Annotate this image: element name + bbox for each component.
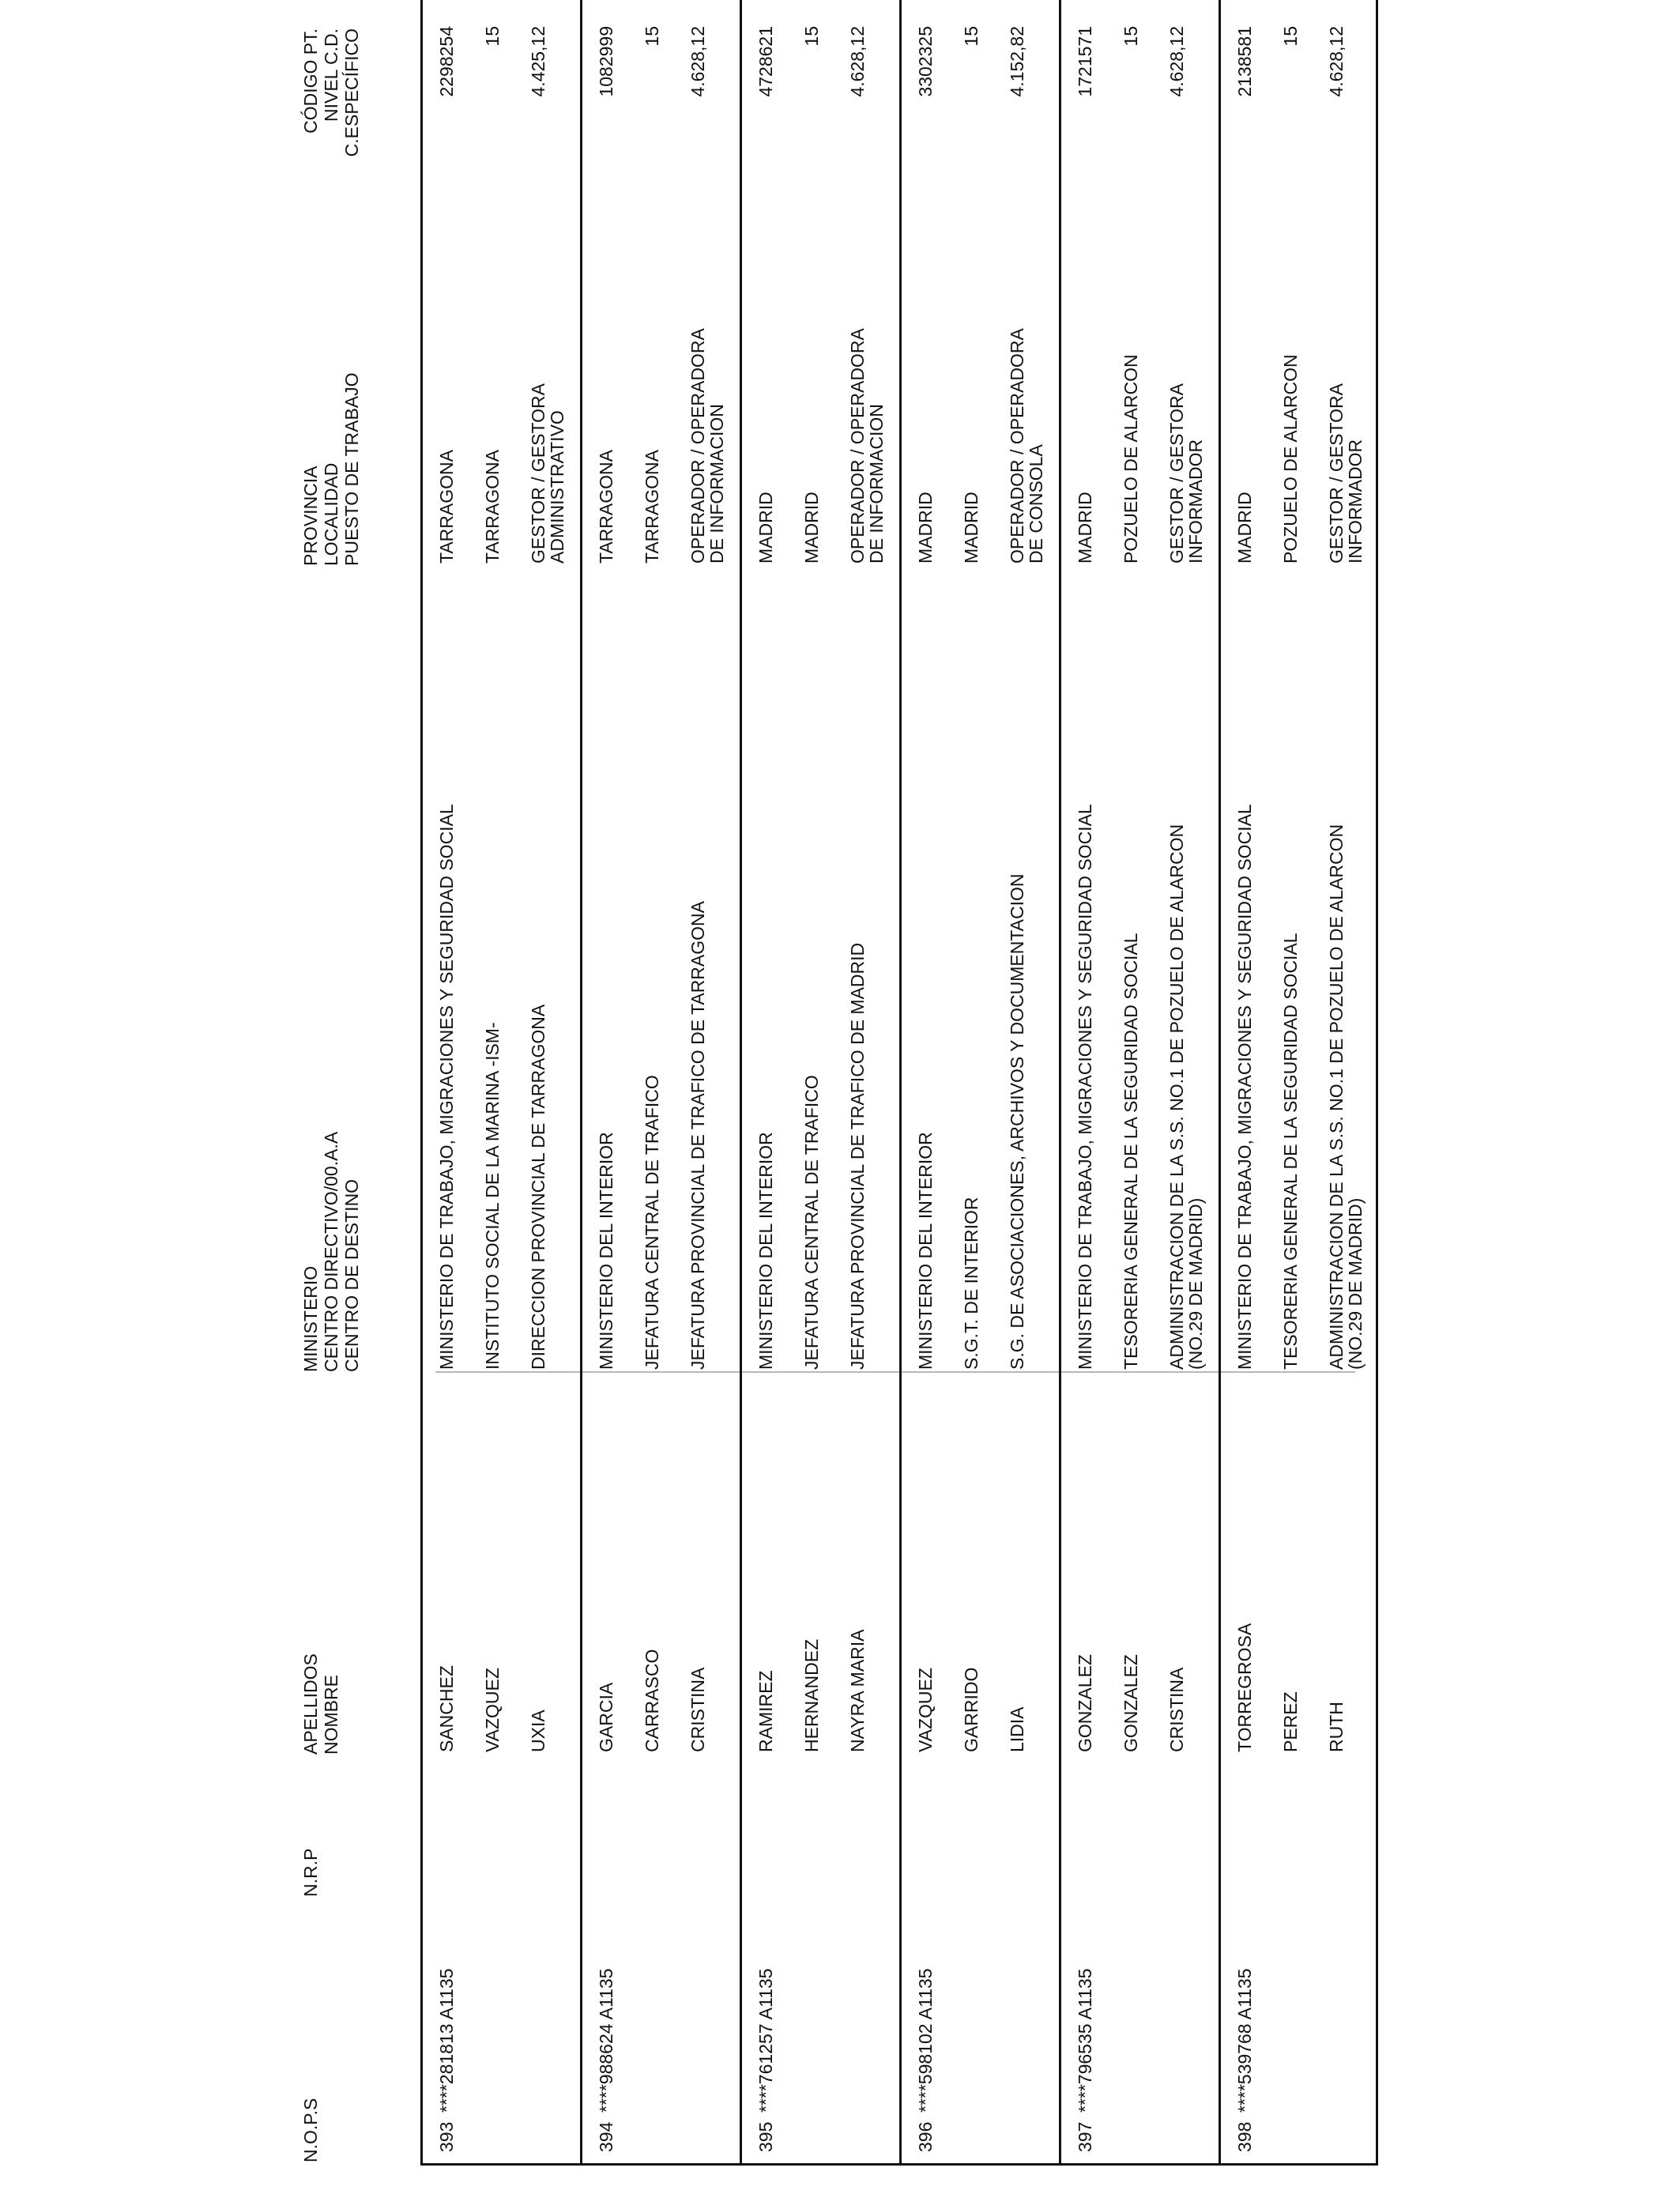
cell-centro-destino: JEFATURA PROVINCIAL DE TRAFICO DE MADRID: [847, 942, 868, 1370]
cell-apellido2: GONZALEZ: [1121, 1654, 1141, 1752]
cell-localidad: TARRAGONA: [482, 450, 503, 564]
header-ministerio-label: MINISTERIO: [300, 1265, 321, 1372]
cell-centro-destino: DIRECCION PROVINCIAL DE TARRAGONA: [528, 1004, 548, 1370]
header-nrp-label: N.R.P: [300, 1848, 321, 1897]
cell-nrp: ****761257 A1135: [755, 1968, 776, 2113]
cell-nops: 397: [1075, 2121, 1095, 2152]
cell-ministerio: MINISTERIO DE TRABAJO, MIGRACIONES Y SEGURIDAD SOCIAL: [1234, 804, 1255, 1370]
results-table: [420, 0, 1378, 2166]
cell-ministerio: MINISTERIO DEL INTERIOR: [596, 1132, 616, 1370]
cell-ministerio: MINISTERIO DEL INTERIOR: [755, 1132, 776, 1370]
cell-nivel: 15: [1280, 26, 1301, 47]
header-puesto-label: PUESTO DE TRABAJO: [341, 372, 362, 566]
cell-provincia: TARRAGONA: [436, 450, 457, 564]
cell-provincia: MADRID: [1075, 492, 1095, 564]
cell-nivel: 15: [801, 26, 822, 47]
cell-nrp: ****281813 A1135: [436, 1968, 457, 2113]
cell-apellido2: GARRIDO: [961, 1667, 981, 1752]
cell-nivel: 15: [961, 26, 981, 47]
cell-nops: 396: [915, 2121, 936, 2152]
cell-puesto: OPERADOR / OPERADORA DE INFORMACION: [687, 329, 727, 564]
cell-nrp: ****796535 A1135: [1075, 1968, 1095, 2113]
cell-apellido1: GONZALEZ: [1075, 1654, 1095, 1752]
cell-localidad: POZUELO DE ALARCON: [1121, 354, 1141, 564]
header-puesto: [300, 372, 362, 566]
cell-codigo: 3302325: [915, 26, 936, 97]
cell-centro-directivo: JEFATURA CENTRAL DE TRAFICO: [801, 1075, 822, 1370]
cell-codigo: 1082999: [596, 26, 616, 97]
cell-apellido2: PEREZ: [1280, 1691, 1301, 1752]
cell-nivel: 15: [482, 26, 503, 47]
table-row: [1061, 0, 1221, 2163]
cell-centro-directivo: JEFATURA CENTRAL DE TRAFICO: [642, 1075, 662, 1370]
cell-centro-directivo: TESORERIA GENERAL DE LA SEGURIDAD SOCIAL: [1280, 933, 1301, 1370]
cell-especifico: 4.628,12: [847, 26, 868, 97]
header-centro-directivo-label: CENTRO DIRECTIVO/00.A.A: [321, 1131, 341, 1372]
cell-puesto: OPERADOR / OPERADORA DE CONSOLA: [1007, 329, 1046, 564]
cell-ministerio: MINISTERIO DE TRABAJO, MIGRACIONES Y SEGURIDAD SOCIAL: [1075, 804, 1095, 1370]
cell-nombre: CRISTINA: [1166, 1667, 1187, 1752]
header-centros: [300, 1132, 362, 1372]
cell-nombre: NAYRA MARIA: [847, 1629, 868, 1752]
cell-puesto: GESTOR / GESTORA INFORMADOR: [1166, 384, 1206, 564]
cell-provincia: MADRID: [1234, 492, 1255, 564]
header-apellidos-nombre: [300, 1653, 341, 1755]
header-nrp: [300, 1849, 321, 1897]
cell-centro-directivo: S.G.T. DE INTERIOR: [961, 1197, 981, 1370]
cell-nops: 398: [1234, 2121, 1255, 2152]
header-codigo-label: CÓDIGO PT.: [300, 28, 321, 134]
cell-nombre: RUTH: [1326, 1702, 1347, 1752]
cell-ministerio: MINISTERIO DE TRABAJO, MIGRACIONES Y SEGURIDAD SOCIAL: [436, 804, 457, 1370]
table-row: [902, 0, 1061, 2163]
cell-nombre: CRISTINA: [687, 1667, 708, 1752]
header-nombre-label: NOMBRE: [321, 1675, 341, 1755]
cell-nivel: 15: [642, 26, 662, 47]
cell-apellido1: SANCHEZ: [436, 1665, 457, 1752]
cell-puesto: OPERADOR / OPERADORA DE INFORMACION: [847, 329, 887, 564]
cell-especifico: 4.628,12: [687, 26, 708, 97]
cell-nops: 394: [596, 2121, 616, 2152]
cell-puesto: GESTOR / GESTORA INFORMADOR: [1326, 384, 1365, 564]
cell-ministerio: MINISTERIO DEL INTERIOR: [915, 1132, 936, 1370]
cell-apellido2: HERNANDEZ: [801, 1638, 822, 1752]
cell-puesto: GESTOR / GESTORA ADMINISTRATIVO: [528, 384, 567, 564]
table-row: [742, 0, 902, 2163]
cell-nrp: ****988624 A1135: [596, 1968, 616, 2113]
cell-nombre: UXIA: [528, 1710, 548, 1752]
header-centro-destino-label: CENTRO DE DESTINO: [341, 1178, 362, 1372]
cell-codigo: 1721571: [1075, 26, 1095, 97]
cell-localidad: MADRID: [961, 492, 981, 564]
cell-apellido2: CARRASCO: [642, 1649, 662, 1752]
cell-centro-destino: S.G. DE ASOCIACIONES, ARCHIVOS Y DOCUMENTACION: [1007, 873, 1027, 1370]
cell-provincia: TARRAGONA: [596, 450, 616, 564]
cell-apellido1: GARCIA: [596, 1682, 616, 1752]
header-provincia-label: PROVINCIA: [300, 466, 321, 566]
header-nops: [300, 2098, 321, 2162]
cell-nrp: ****539768 A1135: [1234, 1968, 1255, 2113]
cell-centro-destino: ADMINISTRACION DE LA S.S. NO.1 DE POZUELO DE ALARCON (NO.29 DE MADRID): [1326, 824, 1365, 1370]
cell-apellido1: VAZQUEZ: [915, 1668, 936, 1752]
cell-centro-directivo: TESORERIA GENERAL DE LA SEGURIDAD SOCIAL: [1121, 933, 1141, 1370]
header-nivel-label: NIVEL C.D.: [321, 28, 341, 123]
cell-apellido1: RAMIREZ: [755, 1670, 776, 1752]
header-nops-label: N.O.P.S: [300, 2098, 321, 2162]
table-row: [1221, 0, 1381, 2163]
cell-nops: 393: [436, 2121, 457, 2152]
header-apellidos-label: APELLIDOS: [300, 1653, 321, 1755]
header-codigo: [300, 28, 362, 171]
cell-apellido1: TORREGROSA: [1234, 1623, 1255, 1752]
cell-centro-destino: ADMINISTRACION DE LA S.S. NO.1 DE POZUELO DE ALARCON (NO.29 DE MADRID): [1166, 824, 1206, 1370]
cell-especifico: 4.628,12: [1166, 26, 1187, 97]
cell-apellido2: VAZQUEZ: [482, 1668, 503, 1752]
cell-codigo: 2298254: [436, 26, 457, 97]
cell-localidad: POZUELO DE ALARCON: [1280, 354, 1301, 564]
cell-nombre: LIDIA: [1007, 1706, 1027, 1752]
cell-localidad: MADRID: [801, 492, 822, 564]
table-row: [582, 0, 742, 2163]
cell-nops: 395: [755, 2121, 776, 2152]
cell-nivel: 15: [1121, 26, 1141, 47]
cell-codigo: 2138581: [1234, 26, 1255, 97]
cell-localidad: TARRAGONA: [642, 450, 662, 564]
cell-provincia: MADRID: [915, 492, 936, 564]
cell-provincia: MADRID: [755, 492, 776, 564]
header-localidad-label: LOCALIDAD: [321, 462, 341, 566]
cell-especifico: 4.425,12: [528, 26, 548, 97]
cell-centro-directivo: INSTITUTO SOCIAL DE LA MARINA -ISM-: [482, 1022, 503, 1370]
cell-especifico: 4.152,82: [1007, 26, 1027, 97]
cell-especifico: 4.628,12: [1326, 26, 1347, 97]
cell-codigo: 4728621: [755, 26, 776, 97]
cell-nrp: ****598102 A1135: [915, 1968, 936, 2113]
header-especifico-label: C.ESPECÍFICO: [341, 28, 362, 157]
table-row: [423, 0, 582, 2163]
cell-centro-destino: JEFATURA PROVINCIAL DE TRAFICO DE TARRAGONA: [687, 901, 708, 1370]
